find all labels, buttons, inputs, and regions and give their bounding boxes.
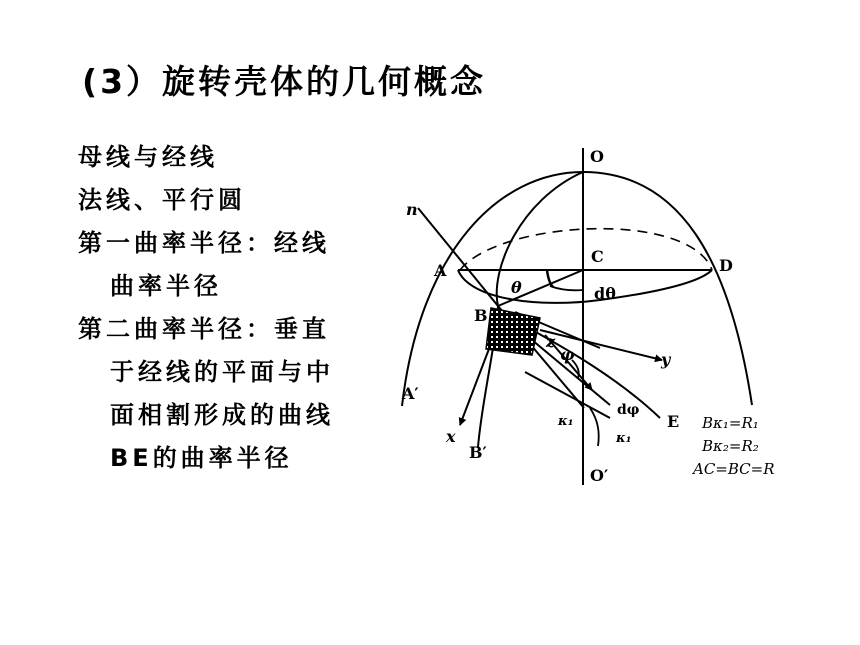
label-dtheta: dθ [594,284,616,303]
bullet-text: 于经线的平面与中 [110,358,334,386]
hidden-parallel [460,229,712,270]
label-phi: φ [560,345,575,364]
slide-title: (3）旋转壳体的几何概念 [82,62,487,101]
dtheta-arc [550,286,583,290]
bullet-text: 面相割形成的曲线 [110,401,334,429]
bullet-text: 第二曲率半径：垂直 [78,315,330,343]
outer-meridian-left [402,172,583,406]
label-o: O [590,147,604,166]
bullet-text: 母线与经线 [78,143,218,171]
equation-r: AC=BC=R [693,460,775,478]
label-z: z [546,332,556,351]
label-y: y [661,350,671,369]
label-o-prime: O′ [590,466,609,485]
label-n: n [406,200,418,219]
label-b: B [474,306,488,325]
equation-r2: Bκ₂=R₂ [702,437,759,455]
label-x: x [446,427,456,446]
normal-line [418,208,584,408]
label-a-prime: A′ [402,384,419,403]
bullet-text: 法线、平行圆 [78,186,246,214]
label-theta: θ [511,278,522,297]
bullet-text: 第一曲率半径：经线 [78,229,330,257]
label-c: C [591,247,604,266]
shell-element [486,308,540,355]
equation-r1: Bκ₁=R₁ [702,414,759,432]
label-kappa1: κ₁ [558,414,574,429]
label-kappa1: κ₁ [616,431,632,446]
bullet-text: BE的曲率半径 [110,444,293,472]
label-e: E [667,412,680,431]
label-b-prime: B′ [469,443,487,462]
label-d: D [719,256,733,275]
bullet-text: 曲率半径 [110,272,222,300]
label-a: A [434,261,447,280]
kappa-arc [590,408,599,446]
label-dphi: dφ [617,402,640,418]
